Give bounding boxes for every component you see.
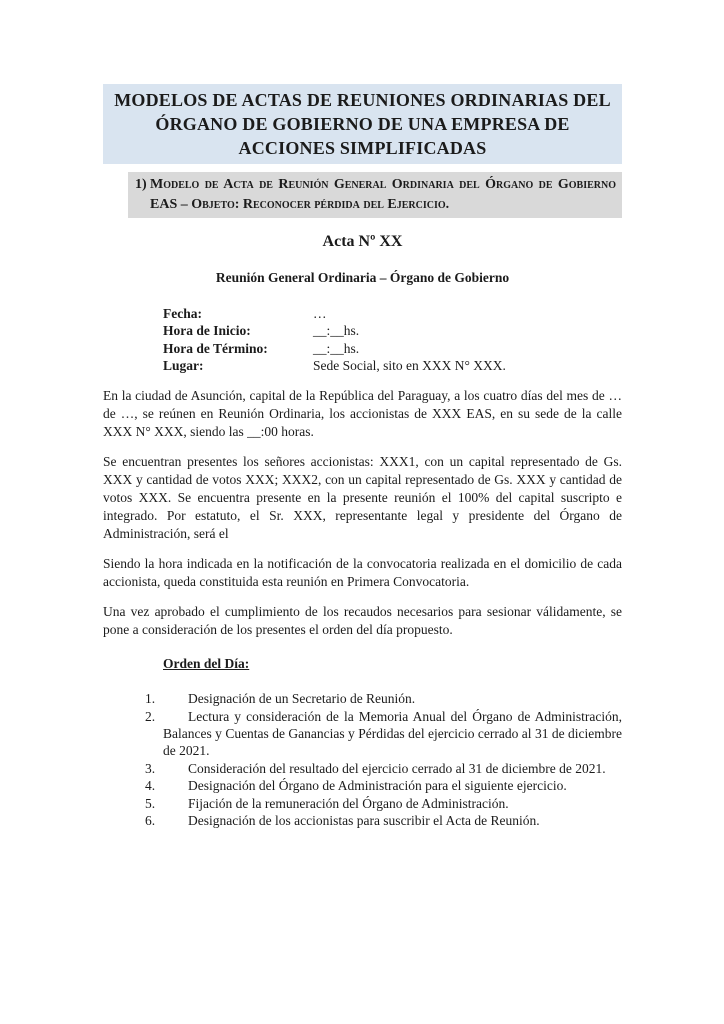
paragraph-aprobacion: Una vez aprobado el cumplimiento de los recaudos necesarios para sesionar válidamente, se pone a consideración de los presentes el orden del día propuesto.	[103, 604, 622, 638]
meta-label: Lugar:	[163, 357, 204, 373]
meta-row-hora-inicio	[163, 322, 622, 339]
acta-title: Acta Nº XX	[322, 233, 403, 250]
meta-row-lugar	[163, 357, 622, 374]
agenda-item-text: Lectura y consideración de la Memoria Anual del Órgano de Administración, Balances y Cuentas de Ganancias y Pérdidas del ejercicio cerrado al 31 de diciembre de 2021.	[163, 708, 622, 759]
agenda-item-text: Designación del Órgano de Administración para el siguiente ejercicio.	[188, 778, 567, 794]
meeting-meta	[103, 305, 622, 374]
agenda-item-number: 5.	[145, 795, 156, 811]
main-title-banner	[103, 84, 622, 164]
agenda-item-text: Designación de un Secretario de Reunión.	[188, 691, 416, 707]
meta-value: __:__hs.	[313, 323, 360, 339]
meta-label: Fecha:	[163, 306, 202, 321]
section-heading-text: Modelo de Acta de Reunión General Ordinaria del Órgano de Gobierno EAS – Objeto: Reconocer pérdida del Ejercicio.	[150, 177, 616, 212]
section-heading-banner	[128, 172, 622, 218]
agenda-list	[103, 690, 622, 829]
agenda-item	[103, 812, 622, 829]
meta-value: Sede Social, sito en XXX N° XXX.	[313, 357, 506, 373]
agenda-item-text: Designación de los accionistas para suscribir el Acta de Reunión.	[188, 813, 540, 829]
meta-label: Hora de Término:	[163, 340, 268, 356]
agenda-item-number: 6.	[145, 813, 156, 829]
main-title: MODELOS DE ACTAS DE REUNIONES ORDINARIAS DEL ÓRGANO DE GOBIERNO DE UNA EMPRESA DE ACCIONES SIMPLIFICADAS	[114, 90, 611, 158]
agenda-item-text: Consideración del resultado del ejercicio cerrado al 31 de diciembre de 2021.	[188, 760, 606, 776]
agenda-item-number: 1.	[145, 691, 156, 707]
agenda-item	[103, 708, 622, 760]
agenda-item-text: Fijación de la remuneración del Órgano de Administración.	[188, 795, 509, 811]
section-number: 1)	[135, 177, 147, 192]
section-heading	[135, 175, 616, 214]
agenda-item	[103, 795, 622, 812]
document-content	[103, 84, 622, 829]
agenda-item	[103, 777, 622, 794]
meta-row-hora-termino	[163, 340, 622, 357]
agenda-item-number: 3.	[145, 760, 156, 776]
meta-label: Hora de Inicio:	[163, 323, 251, 339]
meta-value: …	[313, 306, 327, 321]
agenda-item-number: 2.	[145, 708, 156, 724]
meta-row-fecha	[163, 305, 622, 322]
agenda-item-number: 4.	[145, 778, 156, 794]
paragraph-opening: En la ciudad de Asunción, capital de la República del Paraguay, a los cuatro días del mes de … de …, se reúnen en Reunión Ordinaria, los accionistas de XXX EAS, en su sede de la calle XXX N° XXX, siendo las __:00 horas.	[103, 388, 622, 440]
agenda-heading: Orden del Día:	[163, 656, 250, 672]
agenda-item	[103, 690, 622, 707]
agenda-item	[103, 760, 622, 777]
acta-subtitle: Reunión General Ordinaria – Órgano de Gobierno	[215, 270, 510, 285]
meta-value: __:__hs.	[313, 340, 360, 356]
paragraph-convocatoria: Siendo la hora indicada en la notificación de la convocatoria realizada en el domicilio de cada accionista, queda constituida esta reunión en Primera Convocatoria.	[103, 556, 622, 590]
paragraph-attendees: Se encuentran presentes los señores accionistas: XXX1, con un capital representado de Gs. XXX y cantidad de votos XXX; XXX2, con un capital representado de Gs. XXX y cantidad de votos XXX. Se encuentra presente en la presente reunión el 100% del capital suscripto e integrado. Por estatuto, el Sr. XXX, representante legal y presidente del Órgano de Administración, será el	[103, 454, 622, 542]
